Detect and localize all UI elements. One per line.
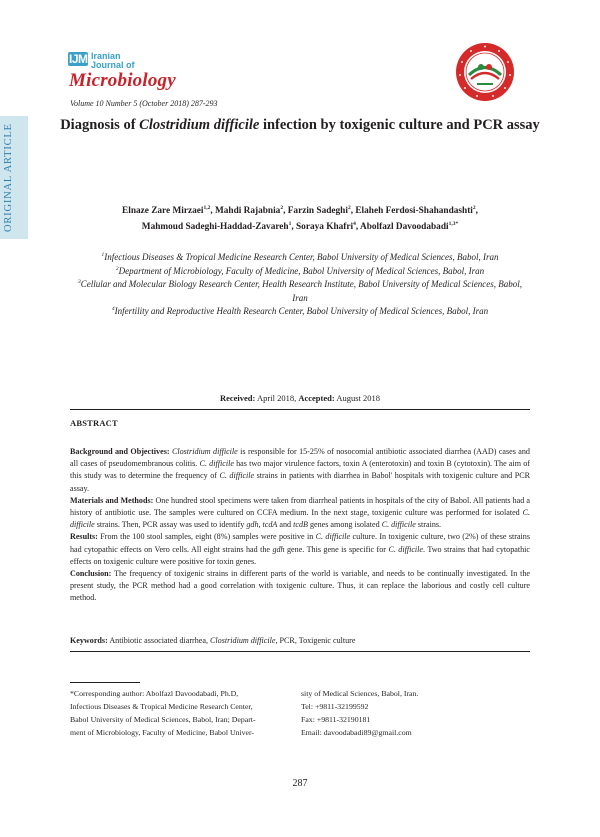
- author: Elnaze Zare Mirzaei$^{1,2}$,: [122, 204, 215, 216]
- abstract-background: Background and Objectives: Clostridium difficile is responsible for 15-25% of nosocomial antibiotic associated diarrhea (AAD) cases and all cases of pseudomembranous colitis. C. difficile has two major virulence factors, toxin A (enterotoxin) and toxin B (cytotoxin). The aim of this study was to determine the frequency of C. difficile strains in patients with diarrhea in Babol' hospitals with toxigenic culture and PCR assay.: [70, 447, 531, 493]
- footnote-right: [301, 687, 521, 739]
- footnote-left: [70, 687, 284, 739]
- university-seal-icon: [455, 42, 515, 102]
- journal-volume-info: Volume 10 Number 5 (October 2018) 287-293: [70, 99, 218, 108]
- affiliation: $^1$Infectious Diseases & Tropical Medicine Research Center, Babol University of Medical Sciences, Babol, Iran: [101, 252, 499, 262]
- author: Soraya Khafri$^4$,: [296, 220, 360, 232]
- divider: [70, 409, 530, 410]
- journal-logo-line1: Iranian: [91, 51, 121, 61]
- author: Elaheh Ferdosi-Shahandashti$^2$,: [355, 204, 478, 216]
- footnote-line: Infectious Diseases & Tropical Medicine Research Center,: [70, 702, 253, 711]
- keywords: Keywords: Antibiotic associated diarrhea, Clostridium difficile, PCR, Toxigenic culture: [70, 636, 356, 645]
- footnote-line: sity of Medical Sciences, Babol, Iran.: [301, 689, 419, 698]
- author: Mahdi Rajabnia$^2$,: [214, 204, 288, 216]
- affiliation-list: [75, 251, 525, 319]
- author: Mahmoud Sadeghi-Haddad-Zavareh$^1$,: [141, 220, 297, 232]
- journal-logo-initials: IJM: [69, 52, 88, 66]
- footnote-line: Babol University of Medical Sciences, Babol, Iran; Depart-: [70, 715, 256, 724]
- received-dates: Received: April 2018, Accepted: August 2018: [219, 393, 381, 403]
- page-number: 287: [292, 778, 308, 789]
- author: Farzin Sadeghi$^2$,: [287, 204, 356, 216]
- footnote-line: *Corresponding author: Abolfazl Davoodabadi, Ph.D,: [70, 689, 239, 698]
- footnote-email[interactable]: Email: davoodabadi89@gmail.com: [301, 728, 412, 737]
- footnote-line: ment of Microbiology, Faculty of Medicine, Babol Univer-: [70, 728, 255, 737]
- footnote-line: Fax: +9811-32190181: [301, 715, 371, 724]
- journal-logo-line2: Journal of: [91, 60, 135, 70]
- abstract-conclusion: Conclusion: The frequency of toxigenic strains in different parts of the world is variable, and needs to be continually investigated. In the present study, the PCR method had a good correlation with toxigenic culture. Thus, it can replace the laborious and costly cell culture method.: [70, 569, 530, 603]
- article-type-label: ORIGINAL ARTICLE: [3, 123, 14, 233]
- author: Abolfazl Davoodabadi$^{1,3*}$: [359, 220, 459, 232]
- journal-logo-name: Microbiology: [69, 70, 176, 91]
- affiliation: $^2$Department of Microbiology, Faculty of Medicine, Babol University of Medical Sciences, Babol, Iran: [115, 265, 485, 276]
- divider: [70, 651, 530, 652]
- footnote-line: Tel: +9811-32199592: [301, 702, 369, 711]
- author-list: [60, 203, 540, 235]
- footnote-rule: [70, 682, 140, 683]
- paper-title: Diagnosis of Clostridium difficile infection by toxigenic culture and PCR assay: [60, 117, 540, 133]
- abstract-results: Results: From the 100 stool samples, eight (8%) samples were positive in C. difficile culture. In toxigenic culture, two (2%) of these strains had cytopathic effects on Vero cells. All eight strains had the gdh gene. This gene is specific for C. difficile. Two strains that had cytopathic effects on toxigenic culture were positive for toxin genes.: [70, 532, 530, 566]
- affiliation: $^3$Cellular and Molecular Biology Research Center, Health Research Institute, Babol University of Medical Sciences, Babol, Iran: [78, 279, 522, 303]
- affiliation: $^4$Infertility and Reproductive Health Research Center, Babol University of Medical Sciences, Babol, Iran: [111, 306, 489, 316]
- abstract-methods: Materials and Methods: One hundred stool specimens were taken from diarrheal patients in hospitals of the city of Babol. All patients had a history of antibiotic use. The samples were cultured on CCFA medium. In the next stage, toxigenic culture was performed for isolated C. difficile strains. Then, PCR assay was used to identify gdh, tcdA and tcdB genes among isolated C. difficile strains.: [70, 495, 531, 530]
- abstract-heading: ABSTRACT: [70, 418, 118, 428]
- abstract-body: [70, 446, 530, 605]
